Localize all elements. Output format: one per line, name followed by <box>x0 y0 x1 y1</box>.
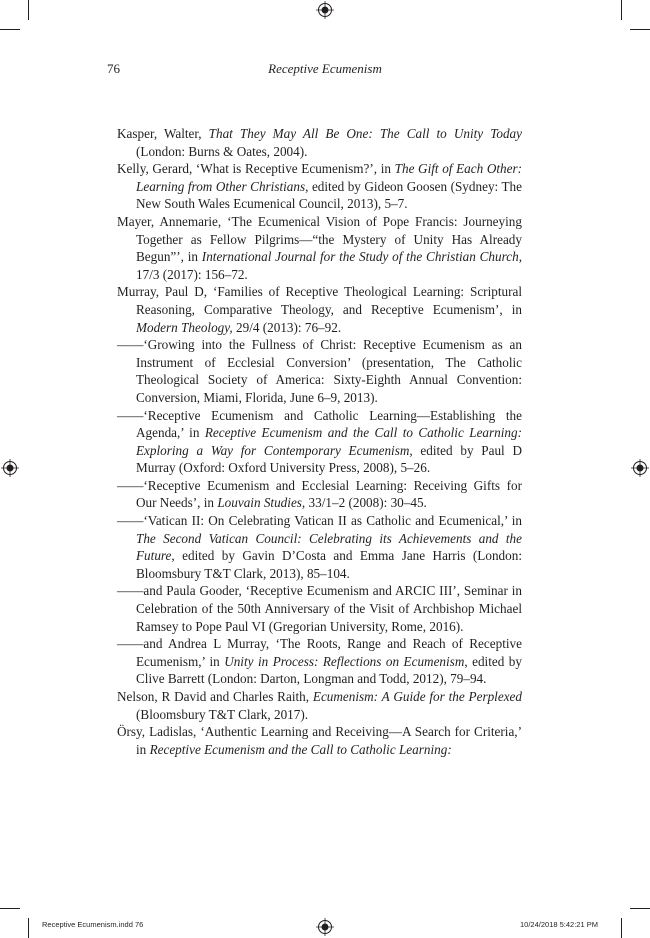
registration-mark-left-icon <box>1 459 19 477</box>
bibliography-entry <box>117 160 522 213</box>
crop-mark-top-left <box>28 0 29 20</box>
entry-text: ——and Andrea L Murray, ‘The Roots, Range and Reach of Receptive Ecumenism,’ in <box>117 636 522 669</box>
bibliography-entry <box>117 336 522 406</box>
entry-text: , edited by Gideon Goosen (Sydney: The New South Wales Ecumenical Council, 2013), 5–7. <box>136 178 522 212</box>
bibliography-entry <box>117 477 522 512</box>
entry-text: (Bloomsbury T&T Clark, 2017). <box>136 706 309 722</box>
crop-mark-top-left-h <box>0 29 20 30</box>
entry-text: , edited by Gavin D’Costa and Emma Jane Harris (London: Bloomsbury T&T Clark, 2013), 85–104. <box>136 548 522 581</box>
entry-text: ——and Paula Gooder, ‘Receptive Ecumenism and ARCIC III’, Seminar in Celebration of the 50th Anniversary of the Visit of Archbishop Michael Ramsey to Pope Paul VI (Gregorian University, Rome, 2016). <box>117 583 522 634</box>
bibliography-entry <box>117 283 522 336</box>
crop-mark-bottom-right-h <box>630 908 650 909</box>
crop-mark-top-right <box>621 0 622 20</box>
entry-text: Kasper, Walter, <box>117 126 209 141</box>
registration-mark-right-icon <box>631 459 649 477</box>
entry-title-italic: The Gift of Each Other: Learning from Other Christians <box>136 161 523 194</box>
bibliography-entry <box>117 512 522 582</box>
bibliography-entry <box>117 582 522 635</box>
entry-text: 17/3 (2017): 156–72. <box>136 266 248 282</box>
entry-text: ——‘Receptive Ecumenism and Ecclesial Learning: Receiving Gifts for Our Needs’, in <box>117 477 522 511</box>
bibliography-entry <box>117 723 522 758</box>
running-head: Receptive Ecumenism <box>268 61 382 76</box>
bibliography-entry <box>117 635 522 688</box>
entry-text: Mayer, Annemarie, ‘The Ecumenical Vision of Pope Francis: Journeying Together as Fellow Pilgrims—“the Mystery of Unity Has Already Begun”’, in <box>117 213 522 265</box>
crop-mark-bottom-left-h <box>0 908 20 909</box>
crop-mark-bottom-left <box>28 918 29 938</box>
entry-text: ——‘Growing into the Fullness of Christ: Receptive Ecumenism as an Instrument of Ecclesial Conversion’ (presentation, The Catholic Theological Society of America: Sixty-Eighth Annual Convention: Conversion, Miami, Florida, June 6–9, 2013). <box>117 337 522 405</box>
entry-text: Murray, Paul D, ‘Families of Receptive Theological Learning: Scriptural Reasoning, Comparative Theology, and Receptive Ecumenism’, in <box>117 284 522 317</box>
entry-text: Kelly, Gerard, ‘What is Receptive Ecumenism?’, in <box>117 161 395 177</box>
entry-text: 29/4 (2013): 76–92. <box>232 319 342 335</box>
entry-text: Örsy, Ladislas, ‘Authentic Learning and Receiving—A Search for Criteria,’ in <box>117 724 522 757</box>
bibliography-entry <box>117 213 522 283</box>
entry-text: , edited by Clive Barrett (London: Darton, Longman and Todd, 2012), 79–94. <box>136 653 522 687</box>
entry-title-italic: Louvain Studies, <box>217 495 306 511</box>
slug-datetime: 10/24/2018 5:42:21 PM <box>520 920 598 929</box>
entry-title-italic: Receptive Ecumenism and the Call to Catholic Learning: <box>149 741 452 757</box>
entry-title-italic: International Journal for the Study of the Christian Church, <box>201 249 522 265</box>
entry-title-italic: Receptive Ecumenism and the Call to Catholic Learning: Exploring a Way for Contemporary Ecumenism <box>136 425 522 458</box>
entry-text: Nelson, R David and Charles Raith, <box>117 689 313 704</box>
page-number: 76 <box>107 61 120 76</box>
registration-mark-bottom-icon <box>316 918 334 936</box>
slug-filename: Receptive Ecumenism.indd 76 <box>42 920 144 929</box>
entry-title-italic: Ecumenism: A Guide for the Perplexed <box>312 689 523 704</box>
entry-title-italic: That They May All Be One: The Call to Unity Today <box>208 126 522 141</box>
entry-text: (London: Burns & Oates, 2004). <box>136 143 308 159</box>
bibliography-entry <box>117 688 522 723</box>
bibliography-list <box>117 125 522 758</box>
bibliography-entry <box>117 407 522 477</box>
bibliography-entry <box>117 125 522 160</box>
entry-title-italic: Modern Theology, <box>136 319 233 335</box>
crop-mark-top-right-h <box>630 29 650 30</box>
entry-text: 33/1–2 (2008): 30–45. <box>305 495 427 511</box>
crop-mark-bottom-right <box>621 918 622 938</box>
entry-title-italic: Unity in Process: Reflections on Ecumenism <box>224 653 465 669</box>
entry-title-italic: The Second Vatican Council: Celebrating its Achievements and the Future <box>136 530 522 564</box>
entry-text: ——‘Vatican II: On Celebrating Vatican II as Catholic and Ecumenical,’ in <box>117 513 522 529</box>
registration-mark-top-icon <box>316 1 334 19</box>
entry-text: ——‘Receptive Ecumenism and Catholic Learning—Establishing the Agenda,’ in <box>117 407 522 441</box>
entry-text: , edited by Paul D Murray (Oxford: Oxford University Press, 2008), 5–26. <box>136 442 522 476</box>
